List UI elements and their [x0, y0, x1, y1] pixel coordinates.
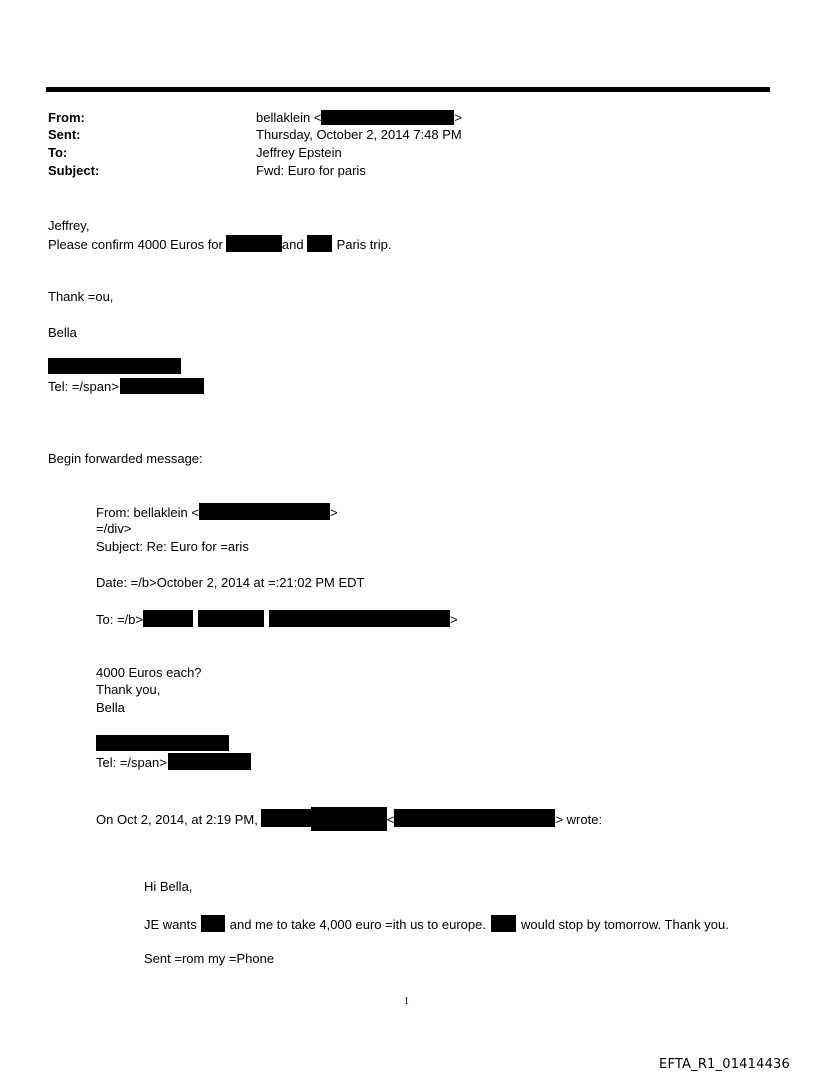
fwd-to-label: To: =/b> — [96, 612, 143, 627]
fwd-subject: Subject: Re: Euro for =aris — [96, 539, 249, 554]
redaction-box — [198, 610, 264, 627]
body-line-1 — [48, 235, 391, 252]
subject-value: Fwd: Euro for paris — [256, 163, 366, 178]
fwd-wrote-line — [96, 807, 602, 831]
orig-greeting: Hi Bella, — [144, 879, 193, 894]
orig-line — [144, 915, 729, 932]
redaction-box — [199, 503, 330, 520]
redaction-box — [261, 809, 311, 827]
redaction-box — [201, 915, 225, 932]
tel-line — [48, 378, 204, 394]
page-number: 1 — [404, 996, 409, 1007]
fwd-wrote-prefix: On Oct 2, 2014, at 2:19 PM, — [96, 812, 258, 827]
fwd-date: Date: =/b>October 2, 2014 at =:21:02 PM EDT — [96, 575, 365, 590]
from-label: From: — [48, 110, 85, 125]
redaction-box — [120, 378, 204, 394]
redaction-box — [311, 807, 387, 831]
header-rule — [46, 87, 770, 92]
fwd-to-bracket: > — [449, 612, 458, 627]
orig-line-c: would stop by tomorrow. Thank you. — [520, 917, 729, 932]
sent-label: Sent: — [48, 127, 81, 142]
redaction-box — [491, 915, 516, 932]
redaction-box — [226, 235, 282, 252]
thanks: Thank =ou, — [48, 289, 114, 304]
sent-value: Thursday, October 2, 2014 7:48 PM — [256, 127, 462, 142]
greeting: Jeffrey, — [48, 218, 90, 233]
document-id: EFTA_R1_01414436 — [659, 1057, 790, 1072]
fwd-from-bracket: > — [329, 505, 338, 520]
body-line-1-c: Paris trip. — [336, 237, 392, 252]
fwd-from-name: From: bellaklein < — [96, 505, 199, 520]
fwd-div-close: =/div> — [96, 521, 132, 536]
fwd-wrote-bracket: < — [386, 812, 395, 827]
body-line-1-b: and — [281, 237, 304, 252]
forward-intro: Begin forwarded message: — [48, 451, 203, 466]
redaction-box — [143, 610, 193, 627]
redaction-box — [321, 110, 454, 125]
redaction-box — [269, 610, 450, 627]
fwd-thanks: Thank you, — [96, 682, 161, 697]
fwd-from — [96, 503, 338, 520]
fwd-tel-label: Tel: =/span> — [96, 755, 167, 770]
subject-label: Subject: — [48, 163, 100, 178]
fwd-signature: Bella — [96, 700, 125, 715]
redaction-box — [394, 809, 555, 827]
redaction-box — [48, 358, 181, 374]
orig-sent-from: Sent =rom my =Phone — [144, 951, 275, 966]
redaction-box — [307, 235, 332, 252]
to-value: Jeffrey Epstein — [256, 145, 342, 160]
orig-line-b: and me to take 4,000 euro =ith us to europe. — [229, 917, 486, 932]
to-label: To: — [48, 145, 68, 160]
signature: Bella — [48, 325, 77, 340]
from-bracket: > — [454, 110, 462, 125]
from-value — [256, 110, 462, 125]
tel-label: Tel: =/span> — [48, 379, 119, 394]
fwd-tel-line — [96, 753, 251, 770]
from-name: bellaklein < — [256, 110, 322, 125]
fwd-question: 4000 Euros each? — [96, 665, 202, 680]
fwd-wrote-suffix: > wrote: — [555, 812, 603, 827]
orig-line-a: JE wants — [144, 917, 197, 932]
body-line-1-a: Please confirm 4000 Euros for — [48, 237, 223, 252]
redaction-box — [168, 753, 251, 770]
fwd-to — [96, 610, 458, 627]
redaction-box — [96, 735, 229, 751]
